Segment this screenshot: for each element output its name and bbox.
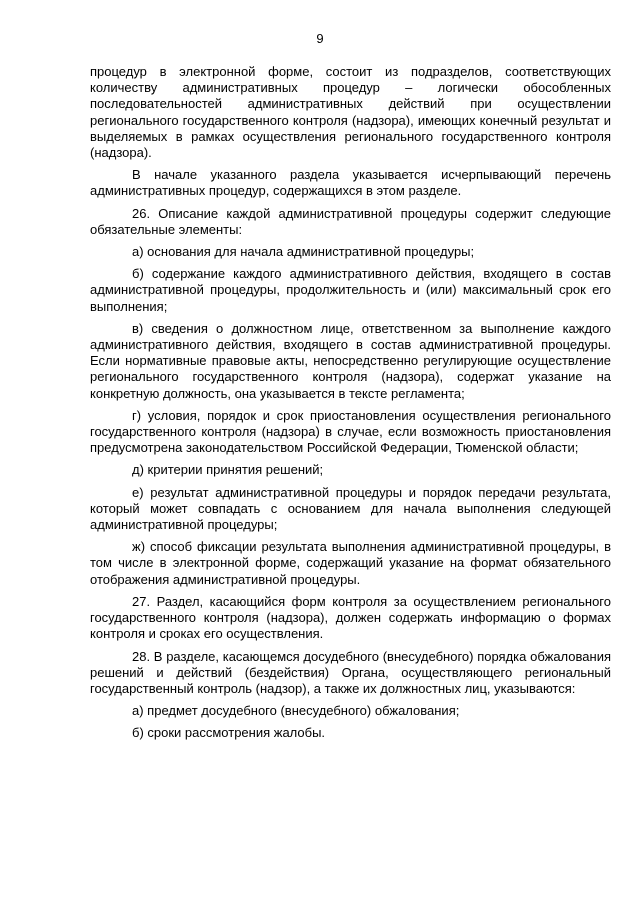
- paragraph-item-26-a: а) основания для начала административной процедуры;: [132, 244, 475, 260]
- paragraph-item-26-d: д) критерии принятия решений;: [132, 462, 324, 478]
- paragraph-item-26-zh: ж) способ фиксации результата выполнения административной процедуры, в том числе в электронной форме, содержащий указание на формат обязательного отображения административной процедуры.: [90, 539, 611, 587]
- paragraph-item-28: 28. В разделе, касающемся досудебного (внесудебного) порядка обжалования решений и действий (бездействия) Органа, осуществляющего региональный государственный контроль (надзор), а также их должностных лиц, указываются:: [90, 648, 611, 696]
- paragraph-section-intro: В начале указанного раздела указывается исчерпывающий перечень административных процедур, содержащихся в этом разделе.: [90, 167, 611, 199]
- paragraph-continuation: процедур в электронной форме, состоит из подразделов, соответствующих количеству административных процедур – логически обособленных последовательностей административных действий при осуществлении регионального государственного контроля (надзора), имеющих конечный результат и выделяемых в рамках осуществления регионального государственного контроля (надзора).: [90, 64, 611, 161]
- paragraph-item-26-b: б) содержание каждого административного действия, входящего в состав административной процедуры, продолжительность и (или) максимальный срок его выполнения;: [90, 266, 611, 314]
- paragraph-item-26-v: в) сведения о должностном лице, ответственном за выполнение каждого административного действия, входящего в состав административной процедуры. Если нормативные правовые акты, непосредственно регулирующие осуществление регионального государственного контроля (надзора), содержат указание на конкретную должность, она указывается в тексте регламента;: [90, 320, 611, 401]
- paragraph-item-28-b: б) сроки рассмотрения жалобы.: [132, 725, 326, 741]
- document-body: [90, 64, 611, 748]
- page-number: 9: [316, 31, 324, 46]
- paragraph-item-26-g: г) условия, порядок и срок приостановления осуществления регионального государственного контроля (надзора) в случае, если возможность приостановления предусмотрена законодательством Российской Федерации, Тюменской области;: [90, 407, 611, 456]
- paragraph-item-26: 26. Описание каждой административной процедуры содержит следующие обязательные элементы:: [90, 205, 611, 237]
- paragraph-item-28-a: а) предмет досудебного (внесудебного) обжалования;: [132, 703, 460, 719]
- paragraph-item-26-e: е) результат административной процедуры и порядок передачи результата, который может совпадать с основанием для начала выполнения следующей административной процедуры;: [90, 484, 611, 533]
- paragraph-item-27: 27. Раздел, касающийся форм контроля за осуществлением регионального государственного контроля (надзора), должен содержать информацию о формах контроля и сроках его осуществления.: [90, 593, 611, 642]
